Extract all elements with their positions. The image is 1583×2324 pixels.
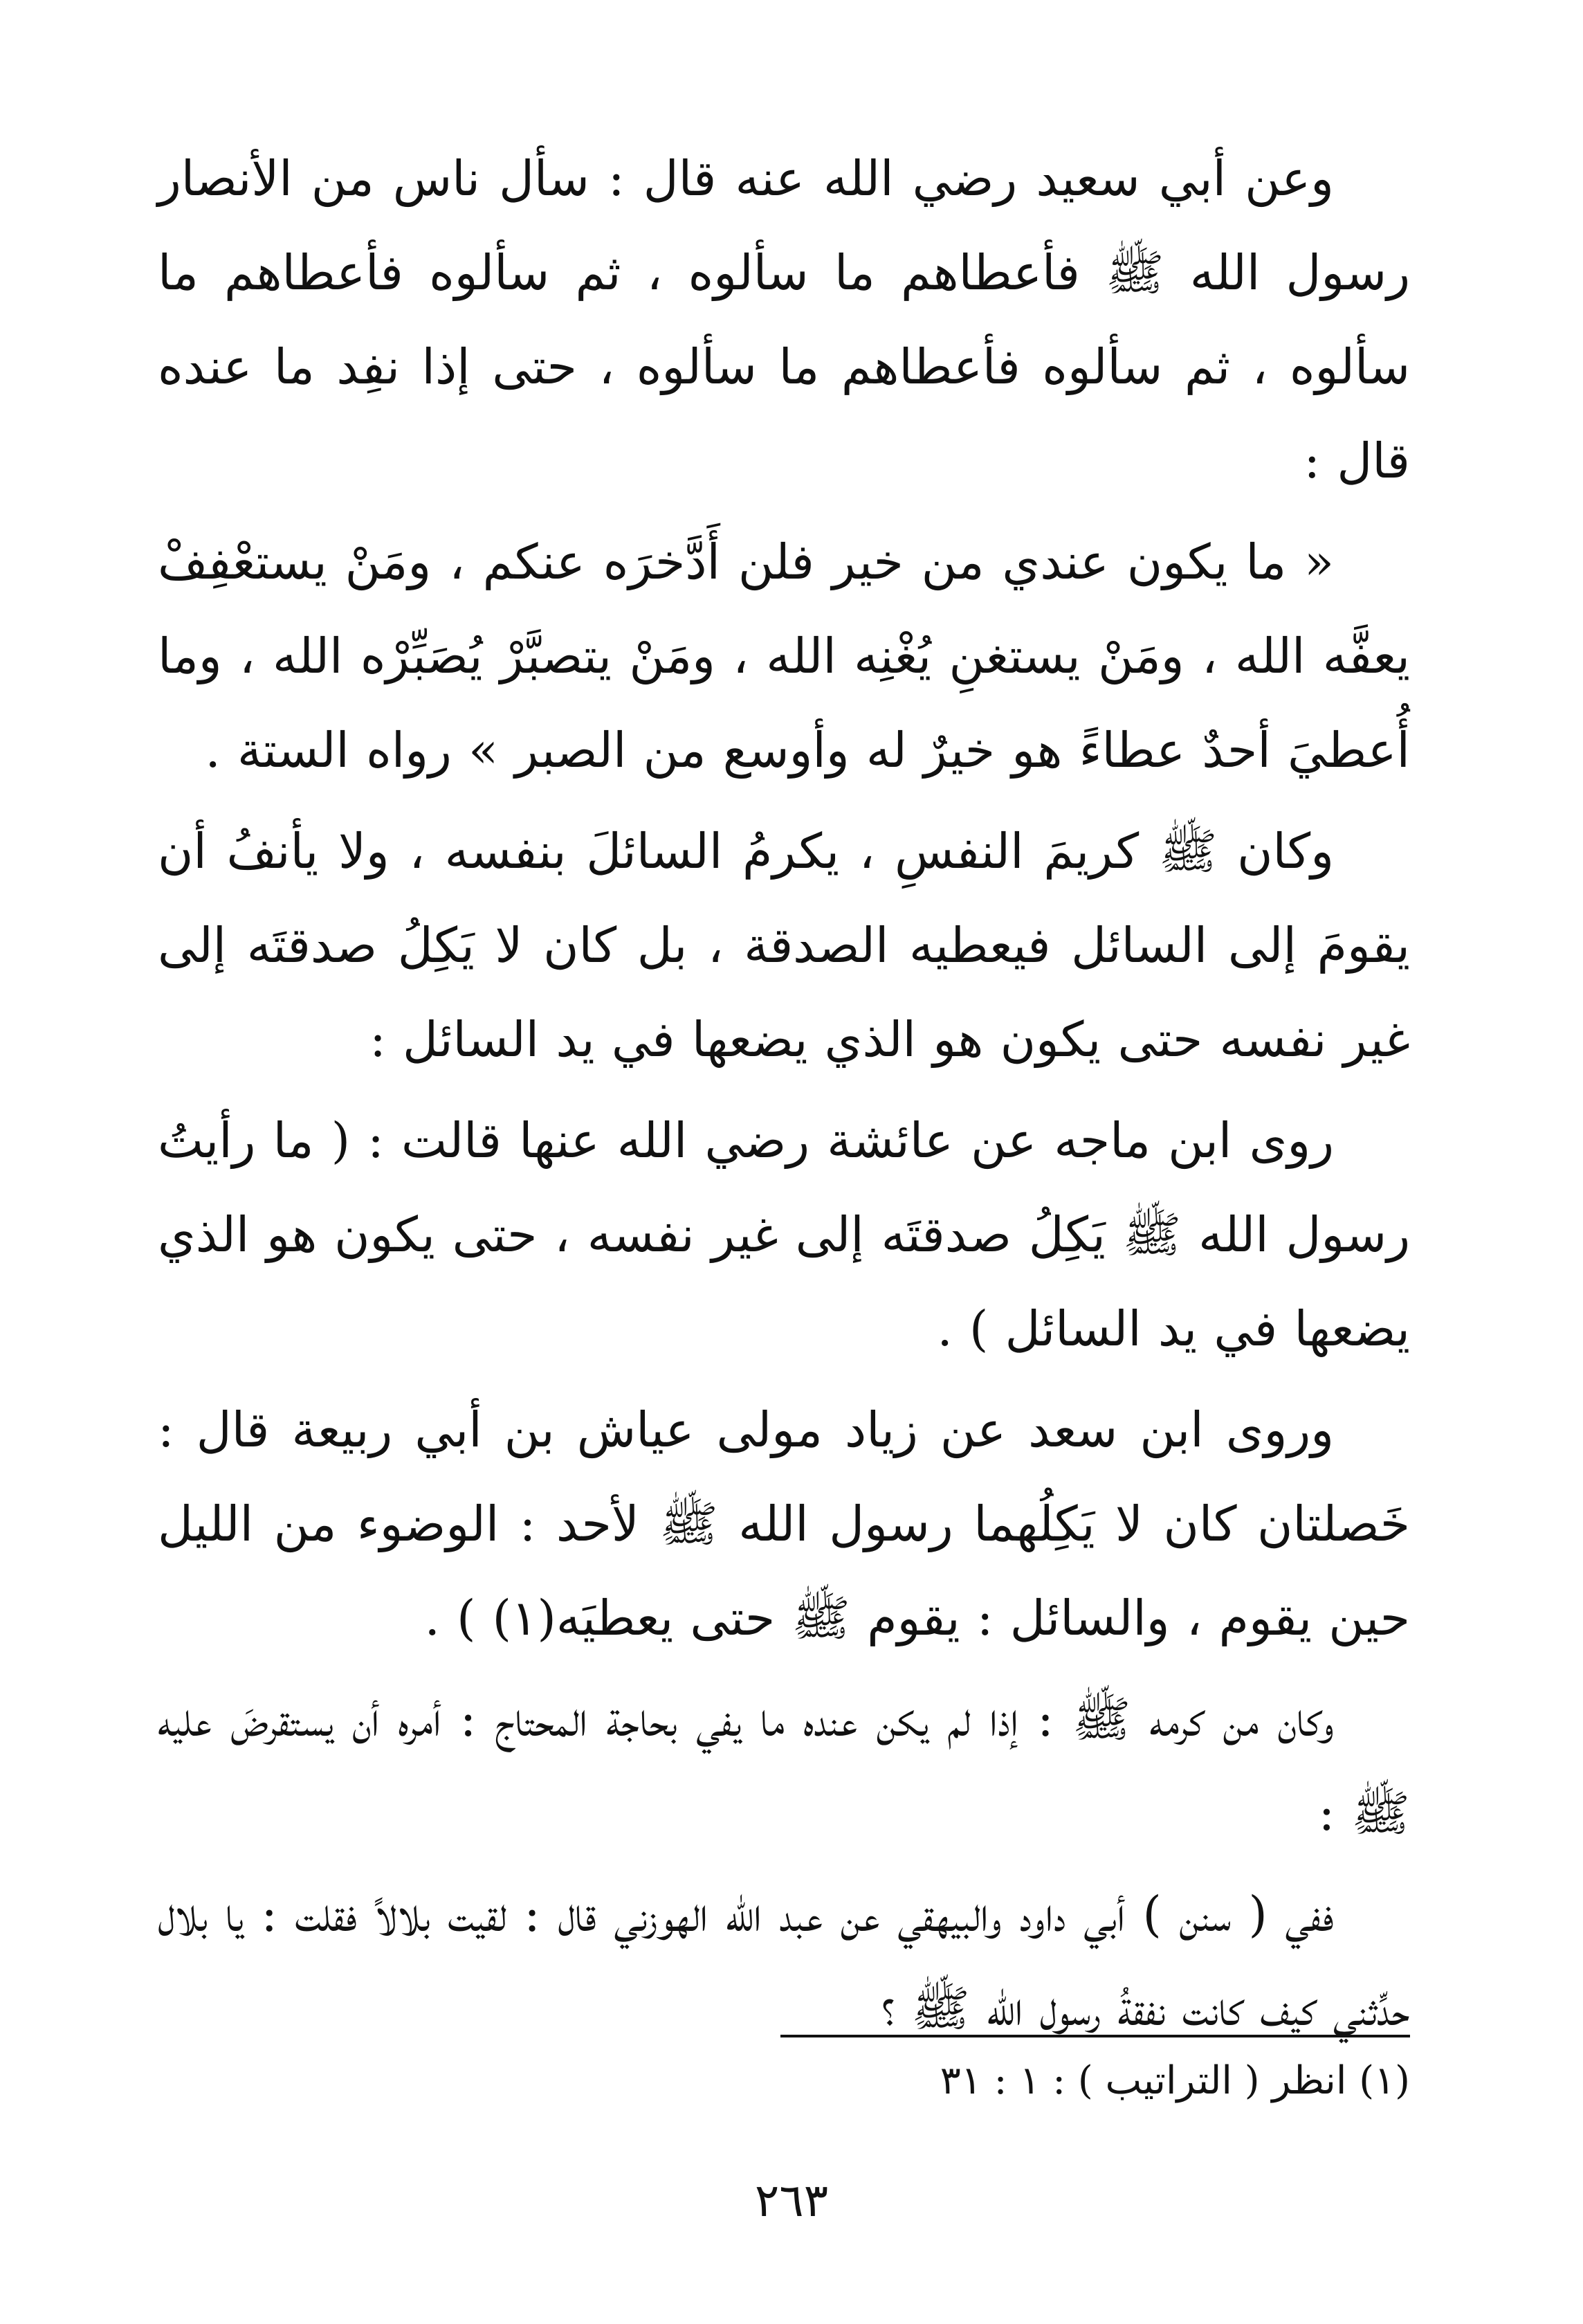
footnote: (١) انظر ( التراتيب ) : ١ : ٣١ [940,2058,1410,2103]
paragraph-2: « ما يكون عندي من خير فلن أَدَّخرَه عنكم ، ومَنْ يستعْفِفْ يعفَّه الله ، ومَنْ يستغنِ يُغْنِه الله ، ومَنْ يتصبَّرْ يُصَبِّرْه الله ، وما أُعطيَ أحدٌ عطاءً هو خيرٌ له وأوسع من الصبر » رواه الستة . [158,534,1410,779]
paragraph-6: وكان من كرمه ﷺ : إذا لم يكن عنده ما يفي بحاجة المحتاج : أمره أن يستقرضَ عليه ﷺ : [158,1691,1410,1842]
paragraph-3: وكان ﷺ كريمَ النفسِ ، يكرمُ السائلَ بنفسه ، ولا يأنفُ أن يقومَ إلى السائل فيعطيه الصدقة ، بل كان لا يَكِلُ صدقتَه إلى غير نفسه حتى يكون هو الذي يضعها في يد السائل : [158,823,1410,1068]
footnote-divider [780,2035,1410,2037]
main-text [158,131,1410,2055]
page-number: ٢٦٣ [754,2174,829,2227]
paragraph-1: وعن أبي سعيد رضي الله عنه قال : سأل ناس من الأنصار رسول الله ﷺ فأعطاهم ما سألوه ، ثم سألوه فأعطاهم ما سألوه ، ثم سألوه فأعطاهم ما سألوه ، حتى إذا نفِد ما عنده قال : [158,150,1410,489]
paragraph-7: ففي ( سنن ) أبي داود والبيهقي عن عبد الله الهوزني قال : لقيت بلالاً فقلت : يا بلال حدِّثني كيف كانت نفقةُ رسول الله ﷺ ؟ [158,1886,1410,2037]
paragraph-4: روى ابن ماجه عن عائشة رضي الله عنها قالت : ( ما رأيتُ رسول الله ﷺ يَكِلُ صدقتَه إلى غير نفسه ، حتى يكون هو الذي يضعها في يد السائل ) . [158,1112,1410,1357]
paragraph-5: وروى ابن سعد عن زياد مولى عياش بن أبي ربيعة قال : خَصلتان كان لا يَكِلُهما رسول الله ﷺ لأحد : الوضوء من الليل حين يقوم ، والسائل : يقوم ﷺ حتى يعطيَه(١) ) . [158,1401,1410,1646]
